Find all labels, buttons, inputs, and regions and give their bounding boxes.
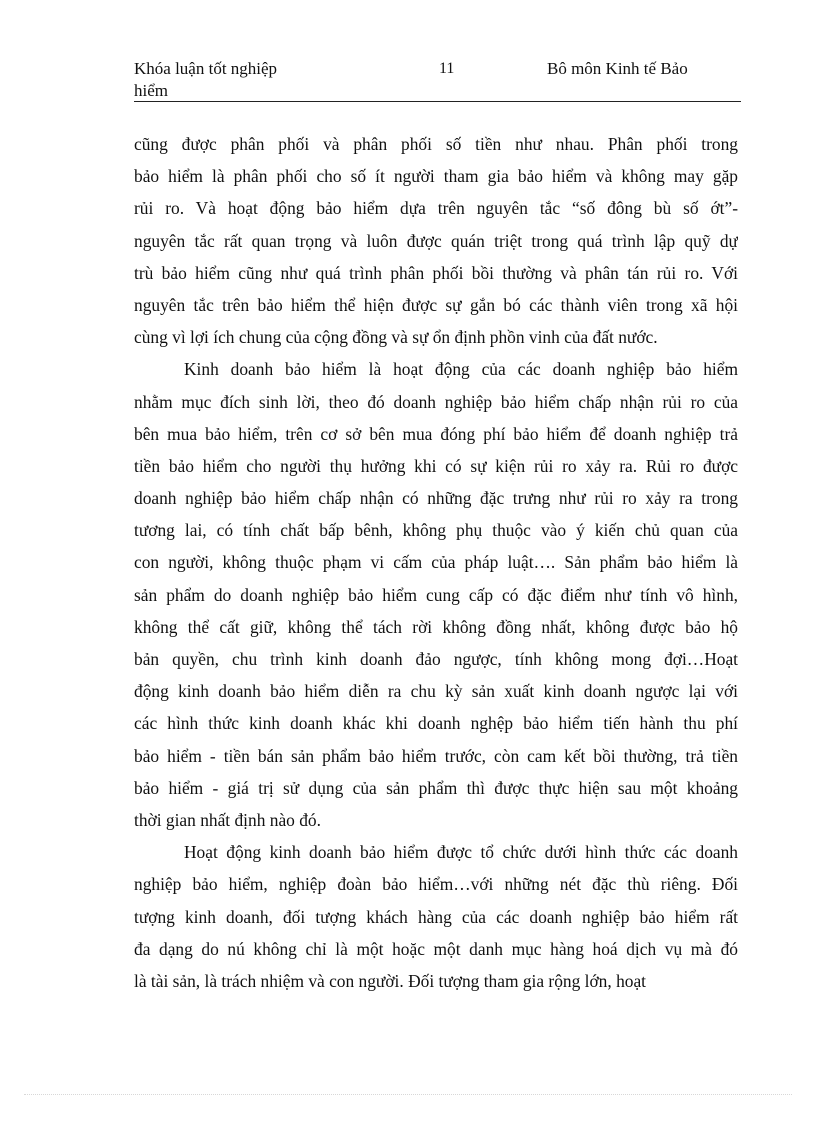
paragraph <box>134 353 738 836</box>
paragraph <box>134 128 738 353</box>
text-line: nghiệp bảo hiểm, nghiệp đoàn bảo hiểm…với những nét đặc thù riêng. Đối <box>134 874 738 895</box>
text-line: nguyên tắc trên bảo hiểm thể hiện được sự gắn bó các thành viên trong xã hội <box>134 294 738 315</box>
text-line: cũng được phân phối và phân phối số tiền như nhau. Phân phối trong <box>134 134 738 154</box>
document-body <box>134 128 738 997</box>
text-line: rủi ro. Và hoạt động bảo hiểm dựa trên nguyên tắc “số đông bù số ớt”- <box>134 198 738 219</box>
paragraph <box>134 836 738 997</box>
text-line: Kinh doanh bảo hiểm là hoạt động của các doanh nghiệp bảo hiểm <box>184 359 738 380</box>
text-line: tiền bảo hiểm cho người thụ hưởng khi có sự kiện rủi ro xảy ra. Rủi ro được <box>134 455 738 476</box>
header-thesis-title <box>134 58 334 102</box>
text-line: bản quyền, chu trình kinh doanh đảo ngược, tính không mong đợi…Hoạt <box>134 649 738 669</box>
text-line: thời gian nhất định nào đó. <box>134 809 321 830</box>
text-line: bên mua bảo hiểm, trên cơ sở bên mua đóng phí bảo hiểm để doanh nghiệp trả <box>134 423 738 444</box>
text-line: nguyên tắc rất quan trọng và luôn được quán triệt trong quá trình lập quỹ dự <box>134 230 738 251</box>
page-header <box>134 58 741 102</box>
text-line: là tài sản, là trách nhiệm và con người. Đối tượng tham gia rộng lớn, hoạt <box>134 970 647 991</box>
text-line: đa dạng do nú không chỉ là một hoặc một danh mục hàng hoá dịch vụ mà đó <box>134 938 738 959</box>
page-bottom-edge <box>24 1094 792 1095</box>
text-line: bảo hiểm - tiền bán sản phẩm bảo hiểm trước, còn cam kết bồi thường, trả tiền <box>134 745 738 766</box>
text-line: trù bảo hiểm cũng như quá trình phân phối bồi thường và phân tán rủi ro. Với <box>134 262 738 283</box>
text-line: doanh nghiệp bảo hiểm chấp nhận có những đặc trưng như rủi ro xảy ra trong <box>134 488 738 509</box>
text-line: cùng vì lợi ích chung của cộng đồng và sự ổn định phồn vinh của đất nước. <box>134 327 658 348</box>
text-line: con người, không thuộc phạm vi cấm của pháp luật…. Sản phẩm bảo hiểm là <box>134 552 738 573</box>
text-line: sản phẩm do doanh nghiệp bảo hiểm cung cấp có đặc điểm như tính vô hình, <box>134 584 738 605</box>
text-line: tượng kinh doanh, đối tượng khách hàng của các doanh nghiệp bảo hiểm rất <box>134 906 738 927</box>
text-line: Hoạt động kinh doanh bảo hiểm được tổ chức dưới hình thức các doanh <box>184 842 738 863</box>
header-left-line1: Khóa luận tốt nghiệp <box>134 59 278 78</box>
text-line: động kinh doanh bảo hiểm diễn ra chu kỳ sản xuất kinh doanh ngược lại với <box>134 681 738 702</box>
header-department: Bô môn Kinh tế Bảo <box>547 59 688 78</box>
header-divider <box>134 101 741 102</box>
text-line: tương lai, có tính chất bấp bênh, không phụ thuộc vào ý kiến chủ quan của <box>134 520 738 541</box>
text-line: bảo hiểm là phân phối cho số ít người tham gia bảo hiểm và không may gặp <box>134 166 738 187</box>
page-number: 11 <box>439 60 455 77</box>
text-line: không thể cất giữ, không thể tách rời không đồng nhất, không được bảo hộ <box>134 616 738 637</box>
header-left-line2: hiểm <box>134 81 168 100</box>
text-line: các hình thức kinh doanh khác khi doanh nghệp bảo hiểm tiến hành thu phí <box>134 713 738 734</box>
text-line: nhằm mục đích sinh lời, theo đó doanh nghiệp bảo hiểm chấp nhận rủi ro của <box>134 391 738 412</box>
text-line: bảo hiểm - giá trị sử dụng của sản phẩm thì được thực hiện sau một khoảng <box>134 777 738 798</box>
